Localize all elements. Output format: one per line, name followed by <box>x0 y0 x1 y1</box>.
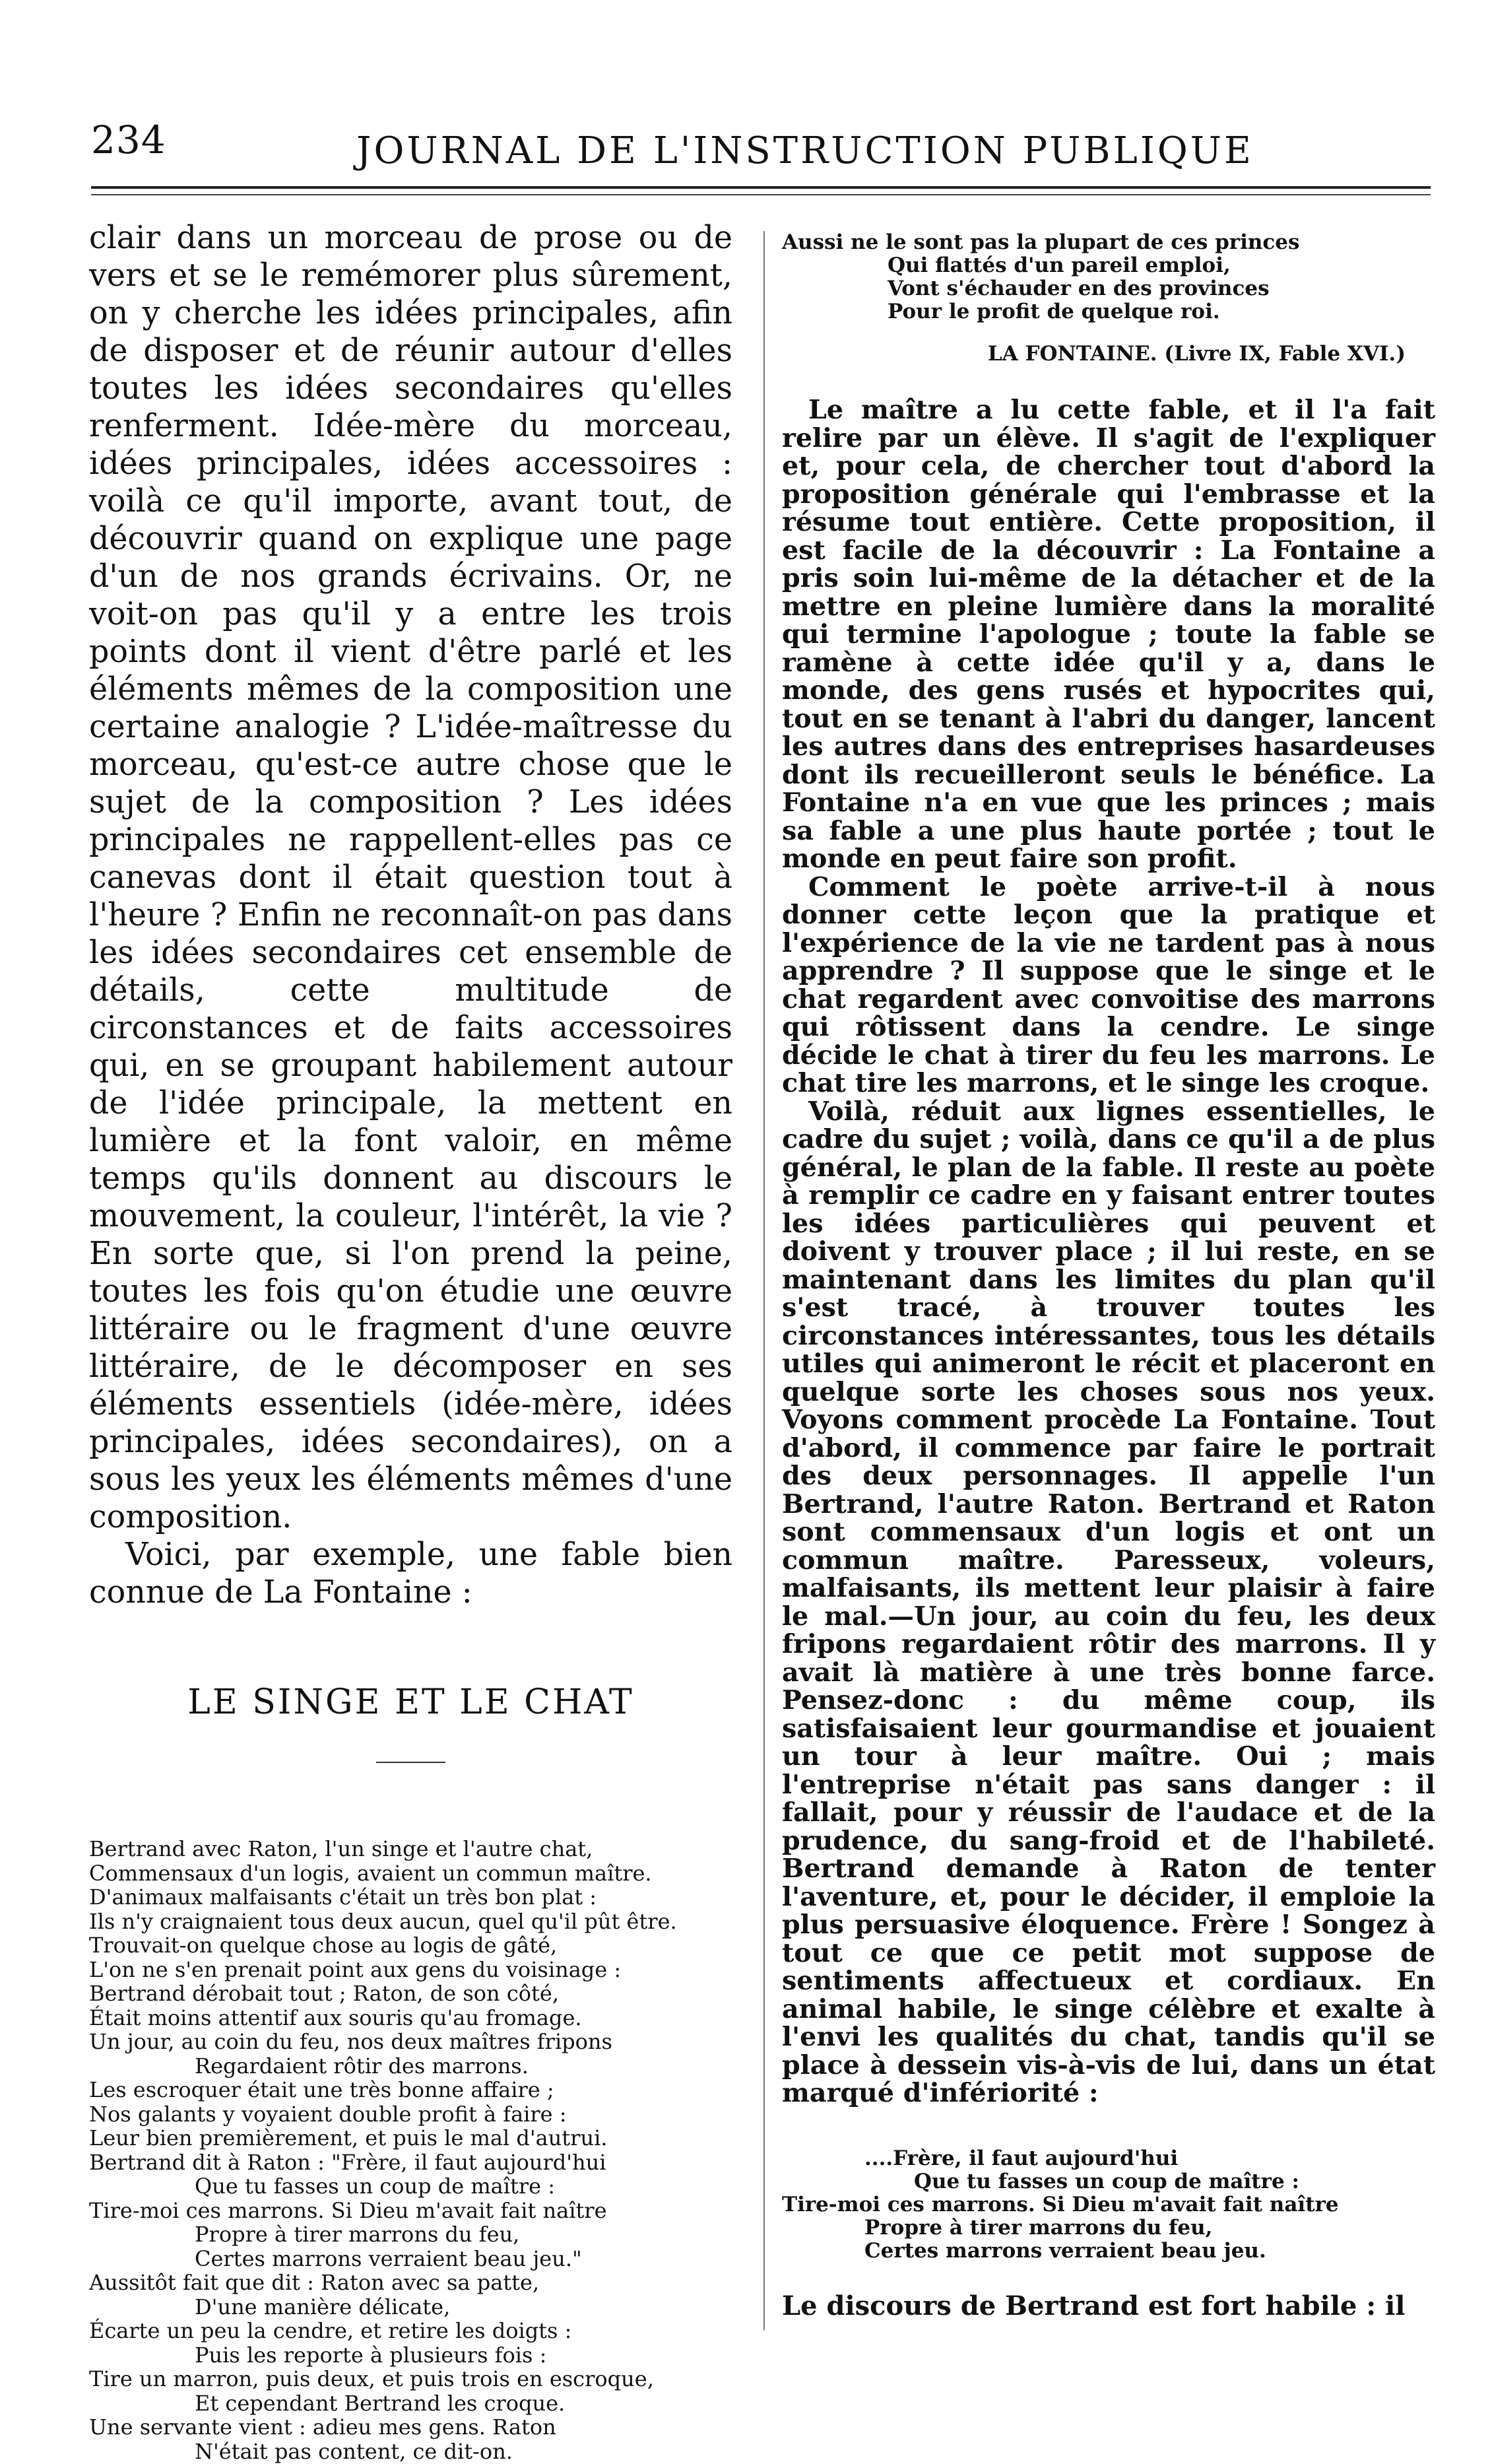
verse-line: Écarte un peu la cendre, et retire les doigts : <box>89 2318 572 2343</box>
verse-line: Tire un marron, puis deux, et puis trois en escroque, <box>89 2366 654 2391</box>
verse-line: Ils n'y craignaient tous deux aucun, quel qu'il pût être. <box>89 1908 677 1934</box>
right-prose <box>782 396 1435 2108</box>
running-title: JOURNAL DE L'INSTRUCTION PUBLIQUE <box>356 129 1254 172</box>
verse-line: Regardaient rôtir des marrons. <box>195 2053 529 2079</box>
verse-line: Une servante vient : adieu mes gens. Raton <box>89 2414 556 2440</box>
verse-line: Vont s'échauder en des provinces <box>888 277 1270 300</box>
verse-line: N'était pas content, ce dit-on. <box>195 2438 513 2464</box>
verse-line: D'une manière délicate, <box>195 2294 451 2319</box>
quote-verse <box>782 2147 1435 2263</box>
paragraph: Voici, par exemple, une fable bien connue de La Fontaine : <box>89 1537 732 1611</box>
verse-line: L'on ne s'en prenait point aux gens du voisinage : <box>89 1956 622 1982</box>
verse-line: Propre à tirer marrons du feu, <box>195 2222 520 2247</box>
verse-line: Certes marrons verraient beau jeu." <box>195 2246 582 2271</box>
verse-line: Nos galants y voyaient double profit à faire : <box>89 2101 567 2127</box>
header-rule-thin <box>91 194 1431 195</box>
verse-line: Était moins attentif aux souris qu'au fromage. <box>89 2005 582 2030</box>
right-column <box>782 231 1435 2321</box>
paragraph: clair dans un morceau de prose ou de vers et se le remémorer plus sûrement, on y cherche les idées principales, afin de disposer et de réunir autour d'elles toutes les idées secondaires qu'elles renferment. Idée-mère du morceau, idées principales, idées accessoires : voilà ce qu'il importe, avant tout, de découvrir quand on explique une page d'un de nos grands écrivains. Or, ne voit-on pas qu'il y a entre les trois points dont il vient d'être parlé et les éléments mêmes de la composition une certaine analogie ? L'idée-maîtresse du morceau, qu'est-ce autre chose que le sujet de la composition ? Les idées principales ne rappellent-elles pas ce canevas dont il était question tout à l'heure ? Enfin ne reconnaît-on pas dans les idées secondaires cet ensemble de détails, cette multitude de circonstances et de faits accessoires qui, en se groupant habilement autour de l'idée principale, la mettent en lumière et la font valoir, en même temps qu'ils donnent au discours le mouvement, la couleur, l'intérêt, la vie ? En sorte que, si l'on prend la peine, toutes les fois qu'on étudie une œuvre littéraire ou le fragment d'une œuvre littéraire, de le décomposer en ses éléments essentiels (idée-mère, idées principales, idées secondaires), on a sous les yeux les éléments mêmes d'une composition. <box>89 220 732 1535</box>
verse-line: Pour le profit de quelque roi. <box>888 300 1220 323</box>
paragraph: Voilà, réduit aux lignes essentielles, le cadre du sujet ; voilà, dans ce qu'il a de plus général, le plan de la fable. Il reste au poète à remplir ce cadre en y faisant entrer toutes les idées particulières qui peuvent et doivent y trouver place ; il lui reste, en se maintenant dans les limites du plan qu'il s'est tracé, à trouver toutes les circonstances intéressantes, tous les détails utiles qui animeront le récit et placeront en quelque sorte les choses sous nos yeux. Voyons comment procède La Fontaine. Tout d'abord, il commence par faire le portrait des deux personnages. Il appelle l'un Bertrand, l'autre Raton. Bertrand et Raton sont commensaux d'un logis et ont un commun maître. Paresseux, voleurs, malfaisants, ils mettent leur plaisir à faire le mal.—Un jour, au coin du feu, les deux fripons regardaient rôtir des marrons. Il y avait là matière à une très bonne farce. Pensez-donc : du même coup, ils satisfaisaient leur gourmandise et jouaient un tour à leur maître. Oui ; mais l'entreprise n'était pas sans danger : il fallait, pour y réussir de l'audace et de la prudence, du sang-froid et de l'habileté. Bertrand demande à Raton de tenter l'aventure, et, pour le décider, il emploie la plus persuasive éloquence. Frère ! Songez à tout ce que ce petit mot suppose de sentiments affectueux et cordiaux. En animal habile, le singe célèbre et exalte à l'envi les qualités du chat, tandis qu'il se place à dessein vis-à-vis de lui, dans un état marqué d'infériorité : <box>782 1096 1435 2108</box>
verse-line: ....Frère, il faut aujourd'hui <box>864 2146 1179 2170</box>
verse-line: Puis les reporte à plusieurs fois : <box>195 2342 547 2368</box>
attribution: LA FONTAINE. (Livre IX, Fable XVI.) <box>987 342 1406 366</box>
column-divider <box>763 231 765 2330</box>
fable-title: LE SINGE ET LE CHAT <box>187 1682 634 1722</box>
last-line: Le discours de Bertrand est fort habile : il <box>782 2290 1406 2321</box>
verse-line: Bertrand avec Raton, l'un singe et l'autre chat, <box>89 1836 593 1861</box>
verse-line: D'animaux malfaisants c'était un très bon plat : <box>89 1884 597 1910</box>
verse-line: Un jour, au coin du feu, nos deux maîtres fripons <box>89 2029 612 2054</box>
verse-line: Aussitôt fait que dit : Raton avec sa patte, <box>89 2270 540 2295</box>
verse-line: Tire-moi ces marrons. Si Dieu m'avait fait naître <box>782 2192 1339 2216</box>
verse-line: Que tu fasses un coup de maître : <box>195 2174 556 2199</box>
verse-line: Aussi ne le sont pas la plupart de ces princes <box>782 230 1300 254</box>
fable-verse <box>89 1837 732 2463</box>
verse-line: Et cependant Bertrand les croque. <box>195 2390 566 2416</box>
verse-line: Commensaux d'un logis, avaient un commun maître. <box>89 1860 652 1886</box>
paragraph: Comment le poète arrive-t-il à nous donner cette leçon que la pratique et l'expérience de la vie ne tardent pas à nous apprendre ? Il suppose que le singe et le chat regardent avec convoitise des marrons qui rôtissent dans la cendre. Le singe décide le chat à tirer du feu les marrons. Le chat tire les marrons, et le singe les croque. <box>782 871 1435 1098</box>
left-prose <box>89 219 732 1611</box>
title-rule <box>376 1762 445 1763</box>
verse-line: Bertrand dérobait tout ; Raton, de son côté, <box>89 1981 559 2006</box>
verse-line: Les escroquer était une très bonne affaire ; <box>89 2077 554 2102</box>
verse-line: Bertrand dit à Raton : "Frère, il faut aujourd'hui <box>89 2149 606 2175</box>
verse-line: Trouvait-on quelque chose au logis de gâté, <box>89 1933 558 1958</box>
verse-line: Certes marrons verraient beau jeu. <box>864 2238 1266 2263</box>
verse-line: Leur bien premièrement, et puis le mal d'autrui. <box>89 2125 608 2150</box>
verse-line: Qui flattés d'un pareil emploi, <box>888 253 1231 277</box>
header-rule <box>91 186 1431 189</box>
left-column <box>89 219 732 2463</box>
verse-line: Propre à tirer marrons du feu, <box>864 2215 1213 2240</box>
paragraph: Le maître a lu cette fable, et il l'a fait relire par un élève. Il s'agit de l'expliquer et, pour cela, de chercher tout d'abord la proposition générale qui l'embrasse et la résume tout entière. Cette proposition, il est facile de la découvrir : La Fontaine a pris soin lui-même de la détacher et de la mettre en pleine lumière dans la moralité qui termine l'apologue ; toute la fable se ramène à cette idée qu'il y a, dans le monde, des gens rusés et hypocrites qui, tout en se tenant à l'abri du danger, lancent les autres dans des entreprises hasardeuses dont ils recueilleront seuls le bénéfice. La Fontaine n'a en vue que les princes ; mais sa fable a une plus haute portée ; tout le monde en peut faire son profit. <box>782 395 1435 874</box>
page-header <box>0 0 1490 198</box>
verse-line: Tire-moi ces marrons. Si Dieu m'avait fait naître <box>89 2197 607 2223</box>
verse-line: Que tu fasses un coup de maître : <box>914 2169 1299 2193</box>
fable-verse-end <box>782 231 1435 323</box>
page-number: 234 <box>91 117 166 162</box>
